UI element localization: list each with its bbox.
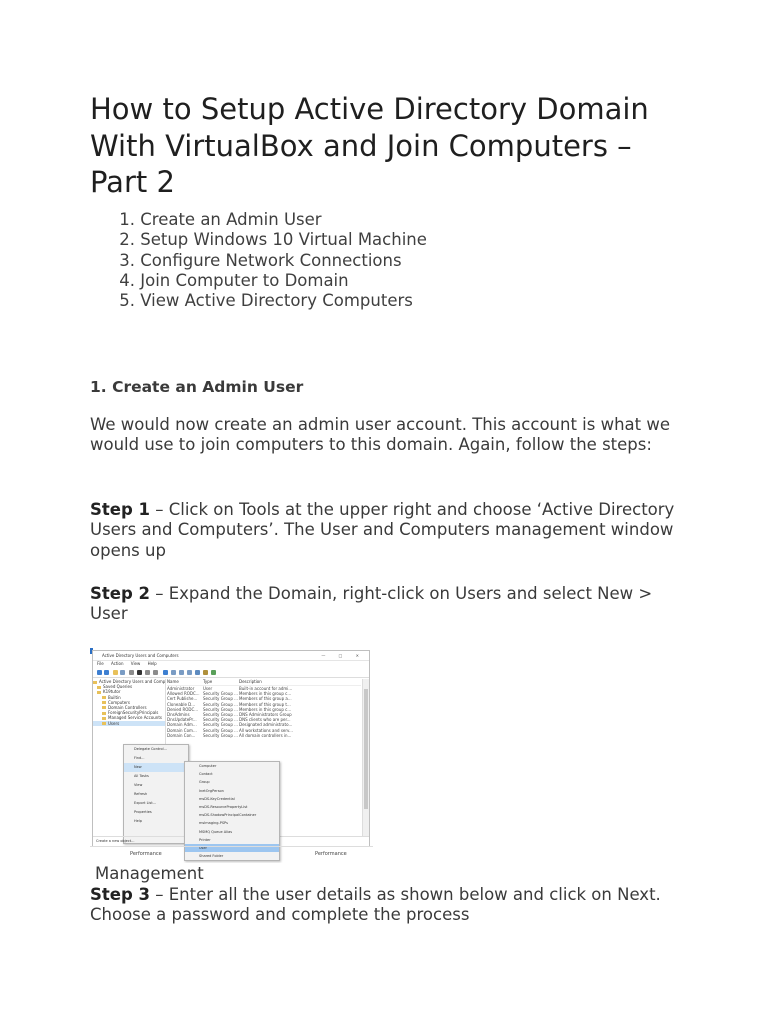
folder-icon xyxy=(102,706,106,709)
section-heading: 1. Create an Admin User xyxy=(90,378,304,396)
tree-item: Managed Service Accounts xyxy=(93,715,165,720)
tree-item: Computers xyxy=(93,700,165,705)
folder-icon xyxy=(102,722,106,725)
menu-view: View xyxy=(130,661,141,666)
list-header: Name Type Description xyxy=(167,679,361,686)
step-text: – Click on Tools at the upper right and choose ‘Active Directory Users and Computers’. The User and Computers management window opens up xyxy=(90,500,675,560)
submenu-item: Computer xyxy=(199,764,217,768)
toc-text: Join Computer to Domain xyxy=(140,270,349,290)
step-text: – Enter all the user details as shown below and click on Next. Choose a password and complete the process xyxy=(90,885,661,925)
step-1-paragraph xyxy=(90,500,690,561)
table-row: Denied RODC... Security Group ...Members in this group c... xyxy=(167,706,292,712)
toc-text: Setup Windows 10 Virtual Machine xyxy=(140,230,427,250)
submenu-item: InetOrgPerson xyxy=(199,788,224,793)
refresh-icon xyxy=(153,670,158,675)
toc-number: 1. xyxy=(119,210,135,229)
table-row: DnsAdmins Security Group ...DNS Administrators Group xyxy=(167,711,292,717)
toc-item xyxy=(90,230,427,250)
find-icon xyxy=(203,670,208,675)
step-label: Step 3 xyxy=(90,885,150,904)
window-title: Active Directory Users and Computers xyxy=(102,653,179,658)
context-menu xyxy=(123,744,189,844)
toc-text: View Active Directory Computers xyxy=(140,291,413,311)
toc-item xyxy=(90,210,427,230)
context-menu-item: Properties xyxy=(134,810,152,814)
toc-number: 2. xyxy=(119,230,135,250)
step-3-paragraph xyxy=(90,885,690,926)
menu-action: Action xyxy=(110,661,124,666)
submenu-item: MSMQ Queue Alias xyxy=(199,829,233,834)
domain-icon xyxy=(97,691,101,694)
filter-icon xyxy=(195,670,200,675)
back-icon xyxy=(97,670,102,675)
toolbar xyxy=(93,669,369,678)
table-row: Cert Publishe... Security Group ...Members of this group a... xyxy=(167,696,292,702)
folder-icon xyxy=(102,701,106,704)
window-controls: — □ ✕ xyxy=(321,653,365,658)
toc-number: 5. xyxy=(119,291,135,311)
step-text: – Expand the Domain, right-click on Users and select New > User xyxy=(90,584,653,624)
menu-help: Help xyxy=(147,661,157,666)
table-row: Domain Con... Security Group ...All domain controllers in... xyxy=(167,732,292,738)
tree-item: Builtin xyxy=(93,695,165,700)
context-menu-item: All Tasks xyxy=(134,774,149,778)
menu-file: File xyxy=(97,661,104,666)
submenu-item: msImaging-PSPs xyxy=(199,821,228,826)
tree-item-users: Users xyxy=(93,721,165,726)
help-icon xyxy=(163,670,168,675)
footer-label: Performance xyxy=(315,851,347,857)
figure-footer xyxy=(90,846,373,863)
tree-item: Active Directory Users and Comp xyxy=(93,679,165,684)
window-titlebar xyxy=(93,651,369,661)
scrollbar-thumb xyxy=(364,689,368,809)
group-icon xyxy=(179,670,184,675)
toc-text: Configure Network Connections xyxy=(140,250,402,270)
toc-text: Create an Admin User xyxy=(140,210,322,229)
properties-icon xyxy=(145,670,150,675)
step-label: Step 1 xyxy=(90,500,150,519)
folder-icon xyxy=(102,717,106,720)
context-menu-item-new: New xyxy=(124,763,188,772)
context-menu-item: View xyxy=(134,783,143,787)
toc-number: 4. xyxy=(119,270,135,290)
scrollbar xyxy=(362,679,369,837)
submenu-item: msDS-ResourcePropertyList xyxy=(199,804,248,809)
table-row: Allowed RODC... Security Group ...Members in this group c... xyxy=(167,691,292,697)
ou-icon xyxy=(187,670,192,675)
folder-icon xyxy=(113,670,118,675)
context-menu-item: Refresh xyxy=(134,792,148,796)
table-of-contents xyxy=(90,210,427,311)
context-menu-item: Help xyxy=(134,819,142,823)
submenu-item: Shared Folder xyxy=(199,854,224,859)
user-icon xyxy=(171,670,176,675)
page-title: How to Setup Active Directory Domain With VirtualBox and Join Computers – Part 2 xyxy=(90,92,649,199)
menu-bar xyxy=(93,661,369,668)
folder-icon xyxy=(102,712,106,715)
table-row: Domain Com... Security Group ...All workstations and serv... xyxy=(167,727,293,733)
tree-item: Domain Controllers xyxy=(93,705,165,710)
screenshot-figure xyxy=(90,648,373,863)
view-icon xyxy=(120,670,125,675)
table-row: Cloneable D... Security Group ...Members of this group t... xyxy=(167,701,291,707)
context-menu-item: Export List... xyxy=(134,801,157,805)
submenu-item: Printer xyxy=(199,837,211,842)
folder-icon xyxy=(93,681,97,684)
toc-item xyxy=(90,271,427,291)
submenu-item: msDS-KeyCredential xyxy=(199,796,235,801)
delete-icon xyxy=(137,670,142,675)
edit-icon xyxy=(129,670,134,675)
step-label: Step 2 xyxy=(90,584,150,603)
tree-item: Saved Queries xyxy=(93,684,165,689)
folder-icon xyxy=(102,696,106,699)
add-icon xyxy=(211,670,216,675)
table-row: Administrator User Built-in account for admi... xyxy=(167,686,293,691)
tree-item: K19tutor xyxy=(93,689,165,694)
tree-item: ForeignSecurityPrincipals xyxy=(93,710,165,715)
status-bar: Create a new object... xyxy=(93,836,369,846)
footer-label: Performance xyxy=(130,851,162,857)
table-row: DnsUpdatePr... Security Group ...DNS clients who are per... xyxy=(167,717,291,723)
submenu-item: msDS-ShadowPrincipalContainer xyxy=(199,813,257,818)
context-menu-item: Find... xyxy=(134,756,145,760)
submenu-item: Contact xyxy=(199,772,213,777)
submenu-item-user: User xyxy=(185,844,279,852)
step-2-paragraph xyxy=(90,584,690,625)
submenu-item: Group xyxy=(199,780,210,785)
toc-item xyxy=(90,251,427,271)
intro-paragraph: We would now create an admin user account. This account is what we would use to join computers to this domain. Again, follow the steps: xyxy=(90,415,671,455)
forward-icon xyxy=(104,670,109,675)
toc-number: 3. xyxy=(119,250,135,270)
table-row: Domain Adm... Security Group ...Designated administrato... xyxy=(167,722,293,728)
figure-caption: Management xyxy=(95,864,204,883)
folder-icon xyxy=(97,686,101,689)
context-menu-item: Delegate Control... xyxy=(134,747,167,751)
toc-item xyxy=(90,291,427,311)
